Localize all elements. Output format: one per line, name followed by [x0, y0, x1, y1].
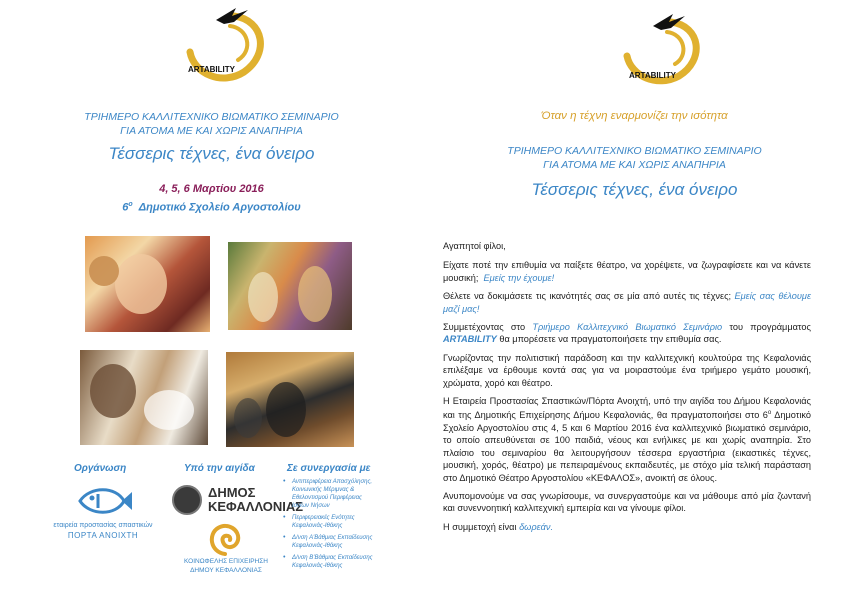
event-title: Τέσσερις τέχνες, ένα όνειρο: [108, 144, 315, 163]
list-item: [281, 554, 413, 570]
synergy-line: Κοινωνικής Μέριμνας &: [292, 487, 355, 493]
logo-text: ARTABILITY: [188, 65, 235, 74]
artability-logo: [617, 10, 709, 88]
paragraph-5: [443, 395, 811, 484]
paragraph-2: [443, 290, 811, 315]
artability-logo: [178, 6, 274, 84]
synergy-line: Κεφαλονιάς-Ιθάκης: [292, 523, 343, 529]
organisation-heading: Οργάνωση: [74, 463, 127, 474]
list-item: [281, 478, 413, 510]
seminar-caps-line2: ΓΙΑ ΑΤΟΜΑ ΜΕ ΚΑΙ ΧΩΡΙΣ ΑΝΑΠΗΡΙΑ: [120, 125, 303, 137]
seminar-caps-line2: ΓΙΑ ΑΤΟΜΑ ΜΕ ΚΑΙ ΧΩΡΙΣ ΑΝΑΠΗΡΙΑ: [543, 159, 726, 171]
synergy-list: [281, 478, 413, 574]
photo-girl-tambourine: [85, 236, 210, 332]
letter-body: [443, 240, 811, 539]
photo-dancers: [228, 242, 352, 330]
dimos-text-line2: ΚΕΦΑΛΛΟΝΙΑΣ: [208, 499, 304, 514]
dimos-kefallonias-logo: [172, 483, 304, 517]
synergy-line: Ιονίων Νήσων: [292, 503, 330, 509]
paragraph-text: του προγράμματος: [729, 322, 811, 333]
synergy-line: • Περιφερειακές Ενότητες: [292, 515, 355, 521]
seminar-caps-line1: ΤΡΙΗΜΕΡΟ ΚΑΛΛΙΤΕΧΝΙΚΟ ΒΙΩΜΑΤΙΚΟ ΣΕΜΙΝΑΡΙΟ: [507, 145, 762, 157]
paragraph-text: Η συμμετοχή είναι: [443, 521, 517, 532]
ordinal-sup: ο: [767, 410, 772, 417]
synergy-heading: Σε συνεργασία με: [287, 463, 371, 474]
paragraph-text: Δημοτικό Σχολείο Αργοστολίου στις 4, 5 και 6 Μαρτίου 2016 ένα καλλιτεχνικό βιωματικό σεμινάριο, το οποίο απευθύνεται σε 100 παιδιά, νέους και ενήλικες με και χωρίς αναπηρία. Στο πλαίσιο του σεμιναρίου θα λειτουργήσουν τέσσερα εργαστήρια (εικαστικές τέχνες, μουσική, χορός, θέατρο) με πεπειραμένους εκπαιδευτές, με στόχο μία τελική παράσταση στο Δημοτικό Θέατρο Αργοστολίου «ΚΕΦΑΛΟΣ», ανοικτή σε όλους.: [443, 410, 811, 483]
highlight-text: Εμείς σας θέλουμε μαζί μας!: [443, 291, 811, 314]
motto: Όταν η τέχνη εναρμονίζει την ισότητα: [541, 110, 728, 122]
paragraph-text: θα μπορέσετε να πραγματοποιήσετε την επιθυμία σας.: [499, 334, 722, 345]
brand-text: ARTABILITY: [443, 334, 497, 345]
photo-group-dance: [226, 352, 354, 447]
paragraph-7: [443, 521, 811, 533]
venue-name: Δημοτικό Σχολείο Αργοστολίου: [138, 201, 301, 214]
list-item: [281, 514, 413, 530]
shell-icon: [206, 522, 244, 556]
koin-line1: ΚΟΙΝΩΦΕΛΗΣ ΕΠΙΧΕΙΡΗΣΗ: [184, 558, 268, 565]
paragraph-text: Είχατε ποτέ την επιθυμία να παίξετε θέατρο, να χορέψετε, να ζωγραφίσετε και να κάνετε μουσική;: [443, 260, 811, 283]
synergy-line: • Δ/νση Α'Βάθμιας Εκπαίδευσης: [292, 535, 373, 541]
paragraph-1: [443, 259, 811, 284]
list-item: [281, 534, 413, 550]
highlight-text: Εμείς την έχουμε!: [483, 272, 555, 283]
logo-text: ARTABILITY: [629, 71, 676, 80]
dimos-seal-icon: [172, 485, 202, 515]
highlight-text: Τριήμερο Καλλιτεχνικό Βιωματικό Σεμινάριο: [532, 322, 723, 333]
org-name-line2: ΠΟΡΤΑ ΑΝΟΙΧΤΗ: [67, 531, 139, 540]
paragraph-text: Θέλετε να δοκιμάσετε τις ικανότητές σας σε μία από αυτές τις τέχνες;: [443, 291, 732, 302]
highlight-text: δωρεάν.: [519, 521, 554, 532]
venue-sup: ο: [128, 201, 133, 208]
aegis-heading: Υπό την αιγίδα: [184, 463, 255, 474]
koin-line2: ΔΗΜΟΥ ΚΕΦΑΛΛΟΝΙΑΣ: [190, 567, 262, 574]
synergy-line: • Αντιπεριφέρεια Απασχόλησης,: [292, 479, 373, 485]
event-title: Τέσσερις τέχνες, ένα όνειρο: [531, 180, 738, 199]
org-name-line1: εταιρεία προστασίας σπαστικών: [53, 522, 153, 529]
porta-anoixti-fish-icon: [76, 484, 134, 518]
synergy-line: Εθελοντισμού Περιφέρειας: [292, 495, 362, 501]
dimos-text-line1: ΔΗΜΟΣ: [208, 485, 256, 500]
paragraph-4: Γνωρίζοντας την πολιτιστική παράδοση και την καλλιτεχνική κουλτούρα της Κεφαλονιάς επιλέξαμε να έρθουμε κοντά σας για να μοιραστούμε ένα τριήμερο γεμάτο μουσική, χρώματα, χορό και θέατρο.: [443, 352, 811, 388]
seminar-caps-line1: ΤΡΙΗΜΕΡΟ ΚΑΛΛΙΤΕΧΝΙΚΟ ΒΙΩΜΑΤΙΚΟ ΣΕΜΙΝΑΡΙΟ: [84, 111, 339, 123]
greeting: Αγαπητοί φίλοι,: [443, 241, 506, 251]
venue-number: 6: [122, 201, 129, 214]
paragraph-text: Η Εταιρεία Προστασίας Σπαστικών/Πόρτα Ανοιχτή, υπό την αιγίδα του Δήμου Κεφαλονιάς και της Δημοτικής Επιχείρησης Δήμου Κεφαλονιάς, θα πραγματοποιήσει στο 6: [443, 396, 811, 421]
event-venue: [0, 201, 423, 214]
paragraph-3: [443, 321, 811, 346]
synergy-line: Κεφαλονιάς-Ιθάκης: [292, 563, 343, 569]
photo-painting: [80, 350, 208, 445]
synergy-line: Κεφαλονιάς-Ιθάκης: [292, 543, 343, 549]
event-dates: 4, 5, 6 Μαρτίου 2016: [159, 183, 264, 195]
synergy-line: • Δ/νση Β'Βάθμιας Εκπαίδευσης: [292, 555, 373, 561]
paragraph-6: Ανυπομονούμε να σας γνωρίσουμε, να συνεργαστούμε και να μάθουμε από μία ζωντανή και συνεννοητική καλλιτεχνική εμπειρία και να γίνουμε φίλοι.: [443, 490, 811, 514]
paragraph-text: Συμμετέχοντας στο: [443, 322, 526, 333]
